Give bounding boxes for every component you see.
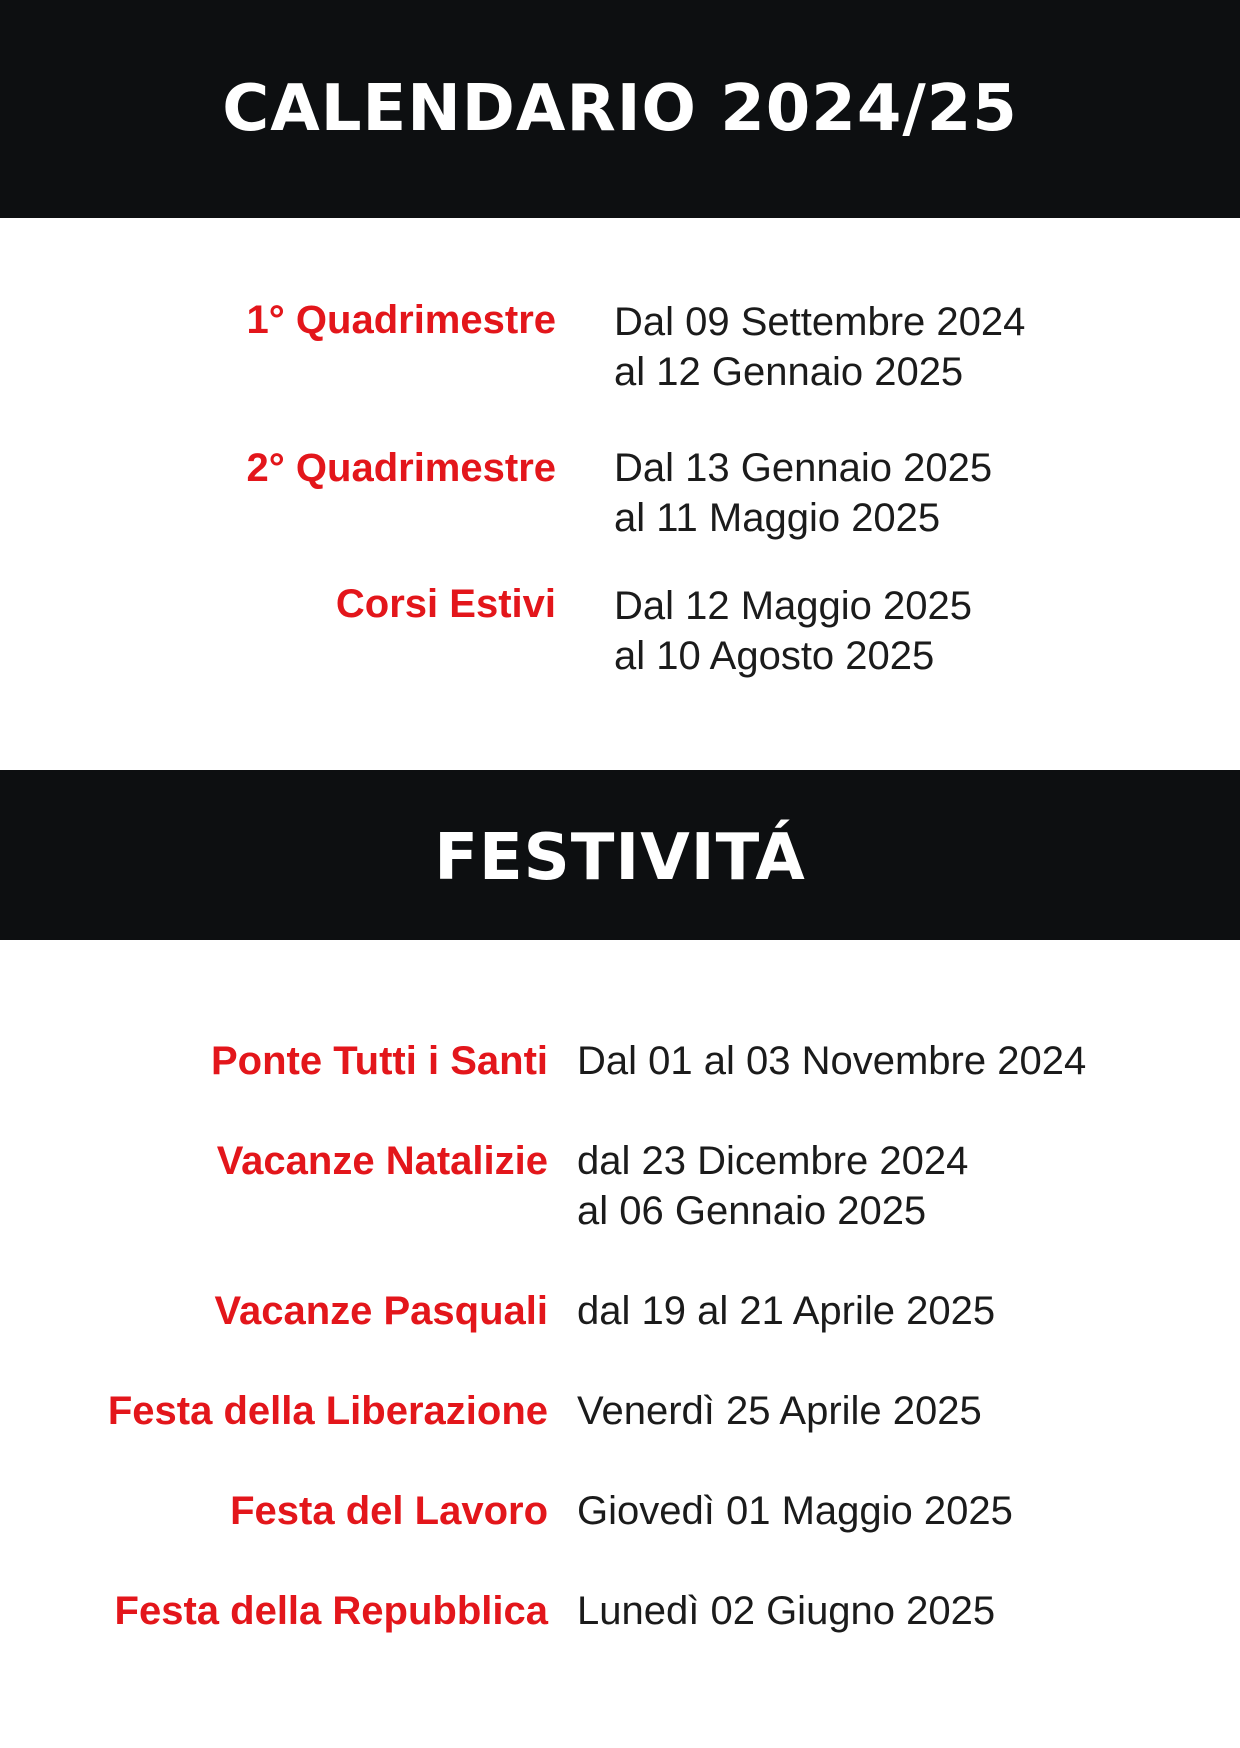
period-label: Corsi Estivi <box>335 582 556 626</box>
holiday-label: Vacanze Natalizie <box>216 1139 548 1183</box>
holidays-header-banner <box>0 770 1240 940</box>
holiday-date-line: Giovedì 01 Maggio 2025 <box>577 1489 1013 1533</box>
holiday-dates <box>577 1386 982 1436</box>
holiday-date-line: Lunedì 02 Giugno 2025 <box>577 1589 996 1633</box>
holiday-date-line: dal 23 Dicembre 2024 <box>577 1139 969 1183</box>
holiday-label: Festa della Liberazione <box>107 1389 548 1433</box>
holiday-label: Festa della Repubblica <box>114 1589 548 1633</box>
holiday-dates <box>577 1036 1086 1086</box>
calendar-title: CALENDARIO 2024/25 <box>222 72 1018 146</box>
holiday-date-line: al 06 Gennaio 2025 <box>577 1189 927 1233</box>
holiday-date-line: Dal 01 al 03 Novembre 2024 <box>577 1039 1087 1083</box>
period-date-line: Dal 09 Settembre 2024 <box>614 300 1026 344</box>
period-dates <box>614 443 992 543</box>
period-date-line: Dal 12 Maggio 2025 <box>614 584 973 628</box>
period-label: 1° Quadrimestre <box>246 298 556 342</box>
holiday-label: Vacanze Pasquali <box>214 1289 548 1333</box>
holiday-dates <box>577 1586 995 1636</box>
period-date-line: Dal 13 Gennaio 2025 <box>614 446 993 490</box>
holiday-dates <box>577 1486 1013 1536</box>
holiday-date-line: Venerdì 25 Aprile 2025 <box>577 1389 982 1433</box>
holiday-dates <box>577 1286 995 1336</box>
holiday-date-line: dal 19 al 21 Aprile 2025 <box>577 1289 996 1333</box>
calendar-header-banner <box>0 0 1240 218</box>
holiday-label: Festa del Lavoro <box>230 1489 548 1533</box>
holidays-title: FESTIVITÁ <box>434 821 806 895</box>
period-date-line: al 11 Maggio 2025 <box>614 496 941 540</box>
period-date-line: al 12 Gennaio 2025 <box>614 350 964 394</box>
holiday-label: Ponte Tutti i Santi <box>210 1039 548 1083</box>
period-dates <box>614 297 1025 397</box>
holiday-dates <box>577 1136 968 1236</box>
period-dates <box>614 581 972 681</box>
period-label: 2° Quadrimestre <box>246 446 556 490</box>
period-date-line: al 10 Agosto 2025 <box>614 634 935 678</box>
